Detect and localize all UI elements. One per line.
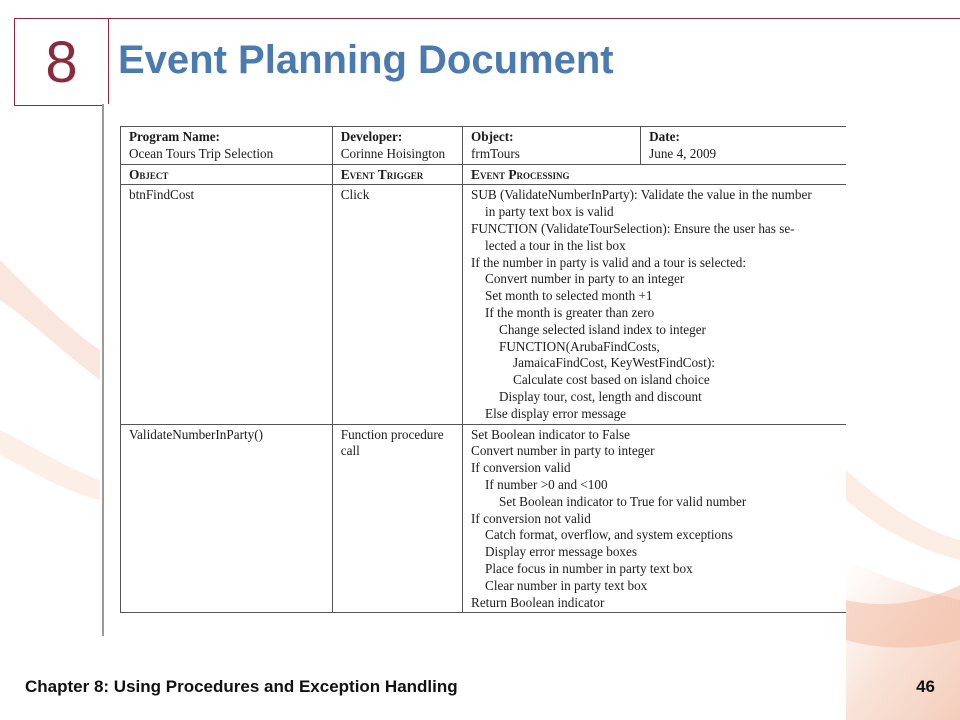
developer-value: Corinne Hoisington xyxy=(340,145,446,161)
processing-line: If conversion valid xyxy=(471,460,571,476)
processing-line: in party text box is valid xyxy=(485,204,614,220)
row-processing xyxy=(463,424,846,613)
processing-line: Set Boolean indicator to True for valid number xyxy=(499,493,747,509)
program-name-value: Ocean Tours Trip Selection xyxy=(129,145,274,161)
title-divider xyxy=(108,18,109,104)
column-header-event-trigger: Event Trigger xyxy=(332,164,462,185)
processing-line: Convert number in party to integer xyxy=(471,443,655,459)
row-object: ValidateNumberInParty() xyxy=(121,424,333,613)
column-header-row xyxy=(121,164,847,185)
row-trigger: Click xyxy=(332,185,462,424)
processing-line: Display tour, cost, length and discount xyxy=(499,388,702,404)
table-row xyxy=(121,185,847,424)
processing-line: Calculate cost based on island choice xyxy=(513,372,710,388)
processing-line: FUNCTION (ValidateTourSelection): Ensure the user has se- xyxy=(471,220,795,236)
processing-line: Return Boolean indicator xyxy=(471,594,605,610)
page-number: 46 xyxy=(916,677,935,696)
processing-line: Change selected island index to integer xyxy=(499,321,706,337)
program-info-row xyxy=(121,127,847,165)
title-rule xyxy=(107,18,960,19)
footer-chapter-title: Chapter 8: Using Procedures and Exception Handling xyxy=(25,677,458,696)
chapter-number: 8 xyxy=(45,29,78,95)
processing-line: Set Boolean indicator to False xyxy=(471,426,630,442)
processing-line: JamaicaFindCost, KeyWestFindCost): xyxy=(513,355,715,371)
row-processing xyxy=(463,185,846,424)
developer-label: Developer: xyxy=(340,129,403,144)
developer-cell xyxy=(332,127,462,165)
processing-line: If number >0 and <100 xyxy=(485,476,608,492)
processing-line: Place focus in number in party text box xyxy=(485,560,693,576)
processing-line: Set month to selected month +1 xyxy=(485,288,653,304)
processing-line: Convert number in party to an integer xyxy=(485,271,685,287)
event-planning-document xyxy=(102,104,846,636)
processing-line: If conversion not valid xyxy=(471,510,591,526)
processing-line: Display error message boxes xyxy=(485,544,638,560)
processing-line: Else display error message xyxy=(485,405,627,421)
program-name-cell xyxy=(121,127,333,165)
document-edge xyxy=(102,104,104,636)
program-name-label: Program Name: xyxy=(129,129,220,144)
date-value: June 4, 2009 xyxy=(649,145,717,161)
chapter-number-box xyxy=(14,18,109,106)
date-label: Date: xyxy=(649,129,680,144)
table-row xyxy=(121,424,847,613)
processing-line: SUB (ValidateNumberInParty): Validate the value in the number xyxy=(471,187,812,203)
processing-line: lected a tour in the list box xyxy=(485,237,626,253)
column-header-object: Object xyxy=(121,164,333,185)
slide-title: Event Planning Document xyxy=(118,38,614,82)
row-object: btnFindCost xyxy=(121,185,333,424)
object-value: frmTours xyxy=(471,145,520,161)
object-cell xyxy=(463,127,641,165)
processing-line: Clear number in party text box xyxy=(485,577,648,593)
processing-line: FUNCTION(ArubaFindCosts, xyxy=(499,338,660,354)
column-header-event-processing: Event Processing xyxy=(463,164,846,185)
date-cell xyxy=(641,127,846,165)
row-trigger: Function procedure call xyxy=(332,424,462,613)
processing-line: If the month is greater than zero xyxy=(485,304,655,320)
event-planning-table xyxy=(120,126,846,613)
processing-line: If the number in party is valid and a tour is selected: xyxy=(471,254,747,270)
processing-line: Catch format, overflow, and system exceptions xyxy=(485,527,733,543)
object-label: Object: xyxy=(471,129,514,144)
